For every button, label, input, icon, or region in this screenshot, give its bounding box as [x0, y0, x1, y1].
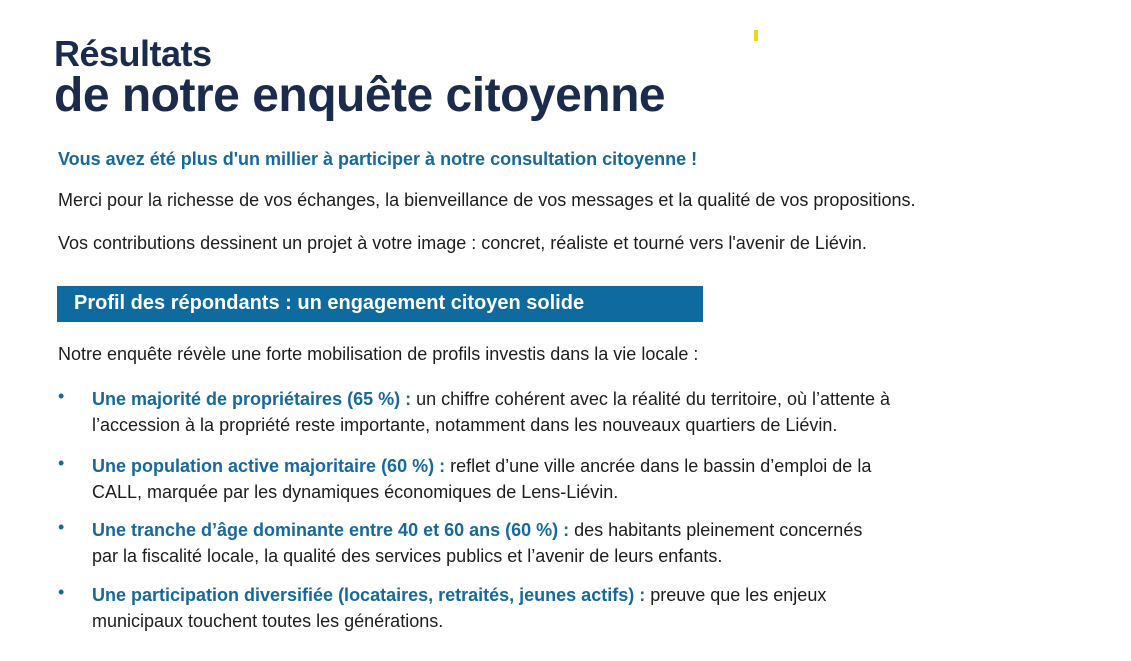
- bullet-key: Une participation diversifiée (locataires, retraités, jeunes actifs) :: [92, 585, 646, 605]
- section-lead: Notre enquête révèle une forte mobilisation de profils investis dans la vie locale :: [58, 344, 699, 364]
- intro-paragraph-1: Merci pour la richesse de vos échanges, la bienveillance de vos messages et la qualité de vos propositions.: [58, 190, 916, 210]
- bullet-text-continued: par la fiscalité locale, la qualité des services publics et l’avenir de leurs enfants.: [92, 546, 723, 566]
- bullet-text-continued: l’accession à la propriété reste importante, notamment dans les nouveaux quartiers de Liévin.: [92, 415, 838, 435]
- page-title-line1: Résultats: [54, 33, 212, 74]
- page-title-line2: de notre enquête citoyenne: [54, 69, 666, 122]
- bullet-dot: •: [58, 582, 65, 602]
- yellow-accent-mark: [754, 30, 758, 41]
- bullet-key: Une tranche d’âge dominante entre 40 et 60 ans (60 %) :: [92, 520, 570, 540]
- bullet-dot: •: [58, 386, 65, 406]
- bullet-dot: •: [58, 517, 65, 537]
- intro-paragraph-2: Vos contributions dessinent un projet à votre image : concret, réaliste et tourné vers l'avenir de Liévin.: [58, 233, 867, 253]
- bullet-key: Une population active majoritaire (60 %) :: [92, 456, 446, 476]
- bullet-text-continued: municipaux touchent toutes les générations.: [92, 611, 444, 631]
- bullet-dot: •: [58, 453, 65, 473]
- bullet-text: un chiffre cohérent avec la réalité du territoire, où l’attente à: [411, 389, 891, 409]
- page-title: [54, 34, 665, 122]
- bullet-text: preuve que les enjeux: [645, 585, 827, 605]
- bullet-text-continued: CALL, marquée par les dynamiques économiques de Lens-Liévin.: [92, 482, 619, 502]
- intro-lead: Vous avez été plus d'un millier à participer à notre consultation citoyenne !: [58, 149, 698, 169]
- bullet-key: Une majorité de propriétaires (65 %) :: [92, 389, 412, 409]
- bullet-text: reflet d’une ville ancrée dans le bassin d’emploi de la: [445, 456, 872, 476]
- section-title: Profil des répondants : un engagement citoyen solide: [74, 292, 585, 314]
- bullet-text: des habitants pleinement concernés: [569, 520, 863, 540]
- section-header-bar: [57, 286, 703, 322]
